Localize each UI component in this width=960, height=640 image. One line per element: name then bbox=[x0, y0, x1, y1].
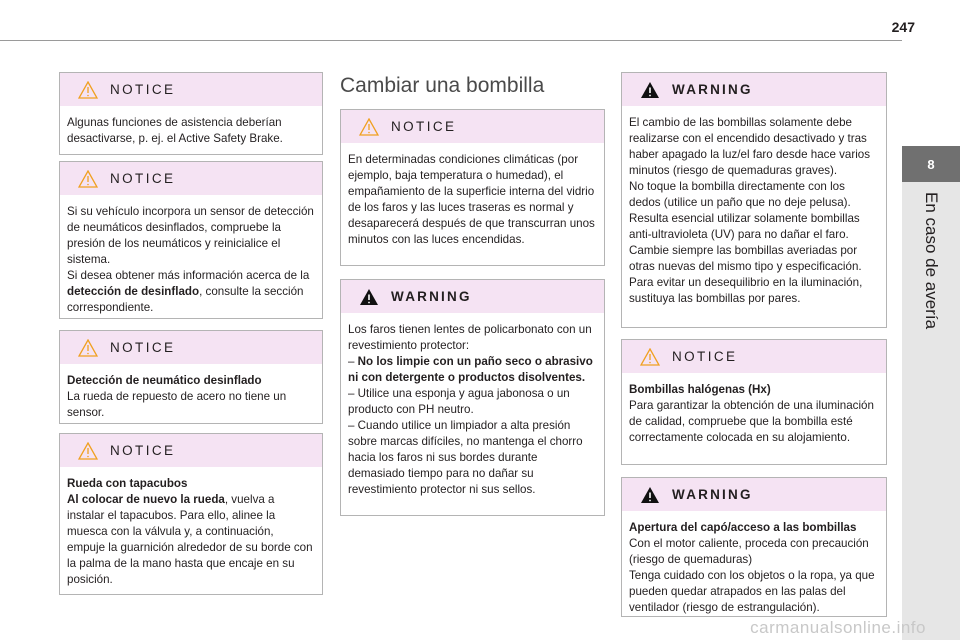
notice-paragraph: Al colocar de nuevo la rueda, vuelva a instalar el tapacubos. Para ello, alinee la muesca con la válvula y, a continuación, empuje la guarnición alrededor de su borde con la palma de la mano hasta que encaje en su posición. bbox=[67, 493, 313, 586]
notice-box bbox=[59, 330, 323, 424]
notice-box bbox=[621, 339, 887, 465]
notice-label: NOTICE bbox=[110, 171, 176, 186]
notice-heading: Detección de neumático desinflado bbox=[67, 374, 262, 387]
notice-label: NOTICE bbox=[110, 340, 176, 355]
warning-label: WARNING bbox=[672, 82, 753, 97]
notice-body bbox=[60, 467, 322, 598]
warning-paragraph: No toque la bombilla directamente con los dedos (utilice un paño que no deje pelusa). bbox=[629, 180, 851, 209]
notice-paragraph: Si desea obtener más información acerca de la detección de desinflado, consulte la sección correspondiente. bbox=[67, 269, 310, 314]
notice-box bbox=[59, 433, 323, 595]
warning-header bbox=[341, 280, 604, 313]
notice-header bbox=[60, 331, 322, 364]
notice-label: NOTICE bbox=[110, 82, 176, 97]
warning-triangle-icon bbox=[640, 81, 660, 99]
notice-header bbox=[60, 162, 322, 195]
notice-header bbox=[622, 340, 886, 373]
watermark: carmanualsonline.info bbox=[750, 618, 926, 637]
caution-triangle-icon bbox=[78, 81, 98, 99]
warning-box bbox=[621, 477, 887, 617]
notice-paragraph: Para garantizar la obtención de una iluminación de calidad, compruebe que la bombilla esté correctamente colocada en su alojamiento. bbox=[629, 399, 874, 444]
notice-header bbox=[341, 110, 604, 143]
warning-paragraph: Cambie siempre las bombillas averiadas por otras nuevas del mismo tipo y especificación. bbox=[629, 244, 862, 273]
warning-box bbox=[621, 72, 887, 328]
caution-triangle-icon bbox=[78, 339, 98, 357]
notice-label: NOTICE bbox=[672, 349, 738, 364]
warning-paragraph: El cambio de las bombillas solamente debe realizarse con el encendido desactivado y tras haber apagado la luz/el faro desde hace varios minutos (riesgo de quemaduras graves). bbox=[629, 116, 871, 177]
caution-triangle-icon bbox=[78, 170, 98, 188]
warning-label: WARNING bbox=[672, 487, 753, 502]
notice-label: NOTICE bbox=[110, 443, 176, 458]
warning-paragraph: Para evitar un desequilibrio en la iluminación, sustituya las bombillas por pares. bbox=[629, 276, 863, 305]
notice-body bbox=[622, 373, 886, 456]
caution-triangle-icon bbox=[78, 442, 98, 460]
warning-body bbox=[622, 511, 886, 626]
notice-body bbox=[60, 364, 322, 431]
warning-triangle-icon bbox=[640, 486, 660, 504]
warning-paragraph: Tenga cuidado con los objetos o la ropa, ya que pueden quedar atrapados en las palas del ventilador (riesgo de estrangulación). bbox=[629, 569, 875, 614]
notice-box bbox=[59, 72, 323, 155]
notice-heading: Bombillas halógenas (Hx) bbox=[629, 383, 771, 396]
warning-paragraph: Con el motor caliente, proceda con precaución (riesgo de quemaduras) bbox=[629, 537, 869, 566]
chapter-title: En caso de avería bbox=[922, 192, 941, 330]
top-rule bbox=[0, 40, 902, 41]
warning-body bbox=[622, 106, 886, 317]
inline-link-term: detección de desinflado bbox=[67, 285, 200, 298]
notice-text: En determinadas condiciones climáticas (por ejemplo, baja temperatura o humedad), el empañamiento de la superficie interna del vidrio de los faros y las luces traseras es normal y desaparecerá después de que transcurran unos minutos con las luces encendidas. bbox=[348, 153, 595, 246]
warning-body bbox=[341, 313, 604, 508]
notice-paragraph: La rueda de repuesto de acero no tiene un sensor. bbox=[67, 390, 287, 419]
notice-header bbox=[60, 434, 322, 467]
chapter-tab[interactable]: 8 bbox=[902, 146, 960, 182]
warning-list-item: – Cuando utilice un limpiador a alta presión sobre marcas difíciles, no mantenga el chorro hacia los faros ni sus bordes durante demasiado tiempo para no dañar su revestimiento protector ni sus sellos. bbox=[348, 419, 583, 496]
notice-body bbox=[60, 195, 322, 326]
warning-list-item: – Utilice una esponja y agua jabonosa o un producto con PH neutro. bbox=[348, 387, 570, 416]
section-title: Cambiar una bombilla bbox=[340, 74, 545, 97]
caution-triangle-icon bbox=[359, 118, 379, 136]
warning-list-item: – No los limpie con un paño seco o abrasivo ni con detergente o productos disolventes. bbox=[348, 355, 593, 384]
page-number: 247 bbox=[891, 19, 915, 35]
warning-triangle-icon bbox=[359, 288, 379, 306]
warning-header bbox=[622, 73, 886, 106]
notice-heading: Rueda con tapacubos bbox=[67, 477, 188, 490]
notice-label: NOTICE bbox=[391, 119, 457, 134]
warning-box bbox=[340, 279, 605, 516]
warning-header bbox=[622, 478, 886, 511]
warning-paragraph: Resulta esencial utilizar solamente bombillas anti-ultravioleta (UV) para no dañar el faro. bbox=[629, 212, 860, 241]
notice-header bbox=[60, 73, 322, 106]
caution-triangle-icon bbox=[640, 348, 660, 366]
notice-box bbox=[340, 109, 605, 266]
warning-label: WARNING bbox=[391, 289, 472, 304]
notice-box bbox=[59, 161, 323, 319]
notice-text: Algunas funciones de asistencia deberían desactivarse, p. ej. el Active Safety Brake. bbox=[67, 116, 283, 145]
notice-paragraph: Si su vehículo incorpora un sensor de detección de neumáticos desinflados, compruebe la presión de los neumáticos y reinicialice el sistema. bbox=[67, 205, 314, 266]
warning-heading: Apertura del capó/acceso a las bombillas bbox=[629, 521, 857, 534]
warning-paragraph: Los faros tienen lentes de policarbonato con un revestimiento protector: bbox=[348, 323, 592, 352]
